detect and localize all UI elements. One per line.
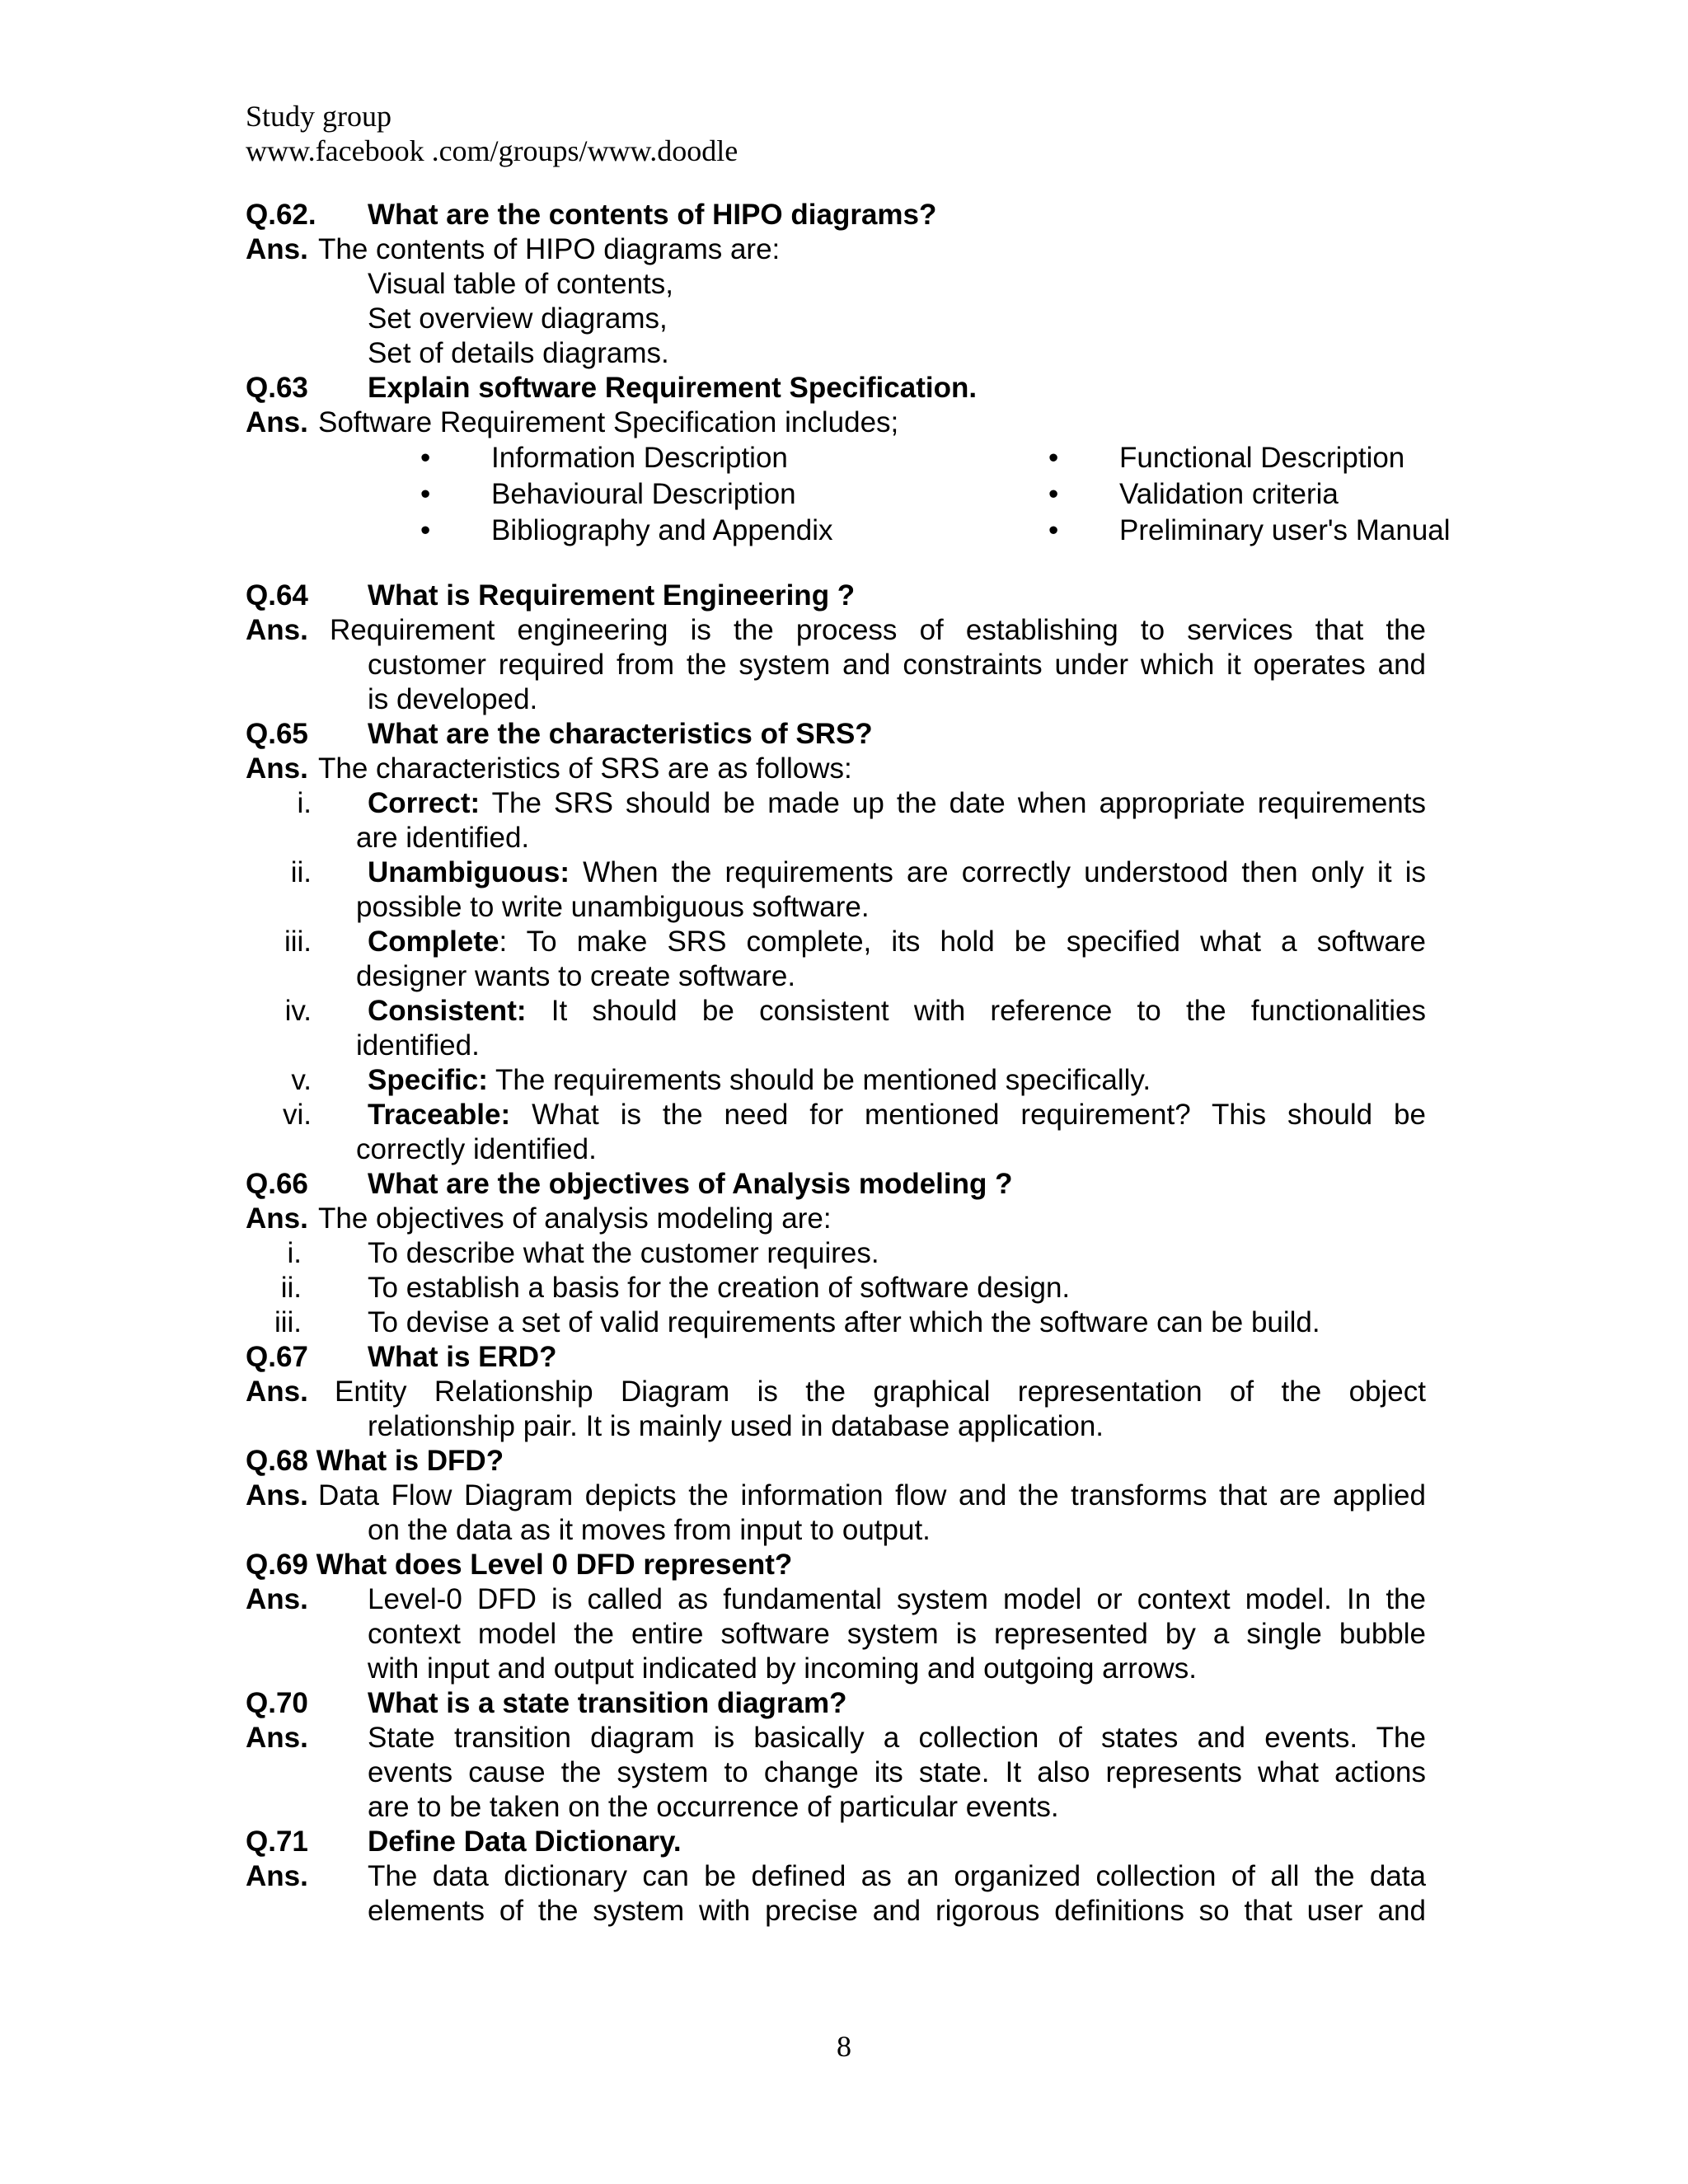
objective-item: [246, 1236, 1426, 1271]
list-item: [246, 267, 1426, 302]
item-numeral: iii.: [284, 926, 312, 958]
item-numeral: vi.: [283, 1099, 312, 1131]
answer-65: [246, 752, 1426, 786]
answer-label: Ans.: [246, 1860, 308, 1892]
answer-text: Requirement engineering is the process of establishing to services that the: [330, 614, 1426, 646]
answer-71: [246, 1859, 1426, 1894]
answer-68: [246, 1479, 1426, 1513]
srs-item: [246, 1098, 1426, 1132]
question-number: Q.70: [246, 1687, 308, 1719]
item-text: To establish a basis for the creation of software design.: [368, 1272, 1071, 1304]
answer-text: on the data as it moves from input to output.: [368, 1514, 931, 1546]
item-term: Unambiguous:: [368, 856, 570, 888]
question-number: Q.63: [246, 372, 308, 404]
item-line: [368, 1098, 1426, 1132]
question-title: Define Data Dictionary.: [368, 1825, 682, 1858]
answer-text: The characteristics of SRS are as follows:: [318, 752, 852, 785]
srs-item: [246, 855, 1426, 890]
question-67: [246, 1340, 1426, 1375]
bullet-text: Validation criteria: [1119, 478, 1339, 510]
bullet-icon: •: [1048, 442, 1059, 474]
bullet-icon: •: [420, 514, 431, 546]
question-68: [246, 1444, 1426, 1479]
item-term: Correct:: [368, 787, 481, 819]
question-65: [246, 717, 1426, 752]
item-text: correctly identified.: [356, 1133, 597, 1165]
bullet-icon: •: [1048, 514, 1059, 546]
qa-content: [246, 198, 1451, 1929]
srs-item: [246, 786, 1426, 821]
page-number: 8: [837, 2030, 851, 2063]
srs-item-cont: [246, 890, 1426, 925]
answer-text: Entity Relationship Diagram is the graphical representation of the object: [335, 1376, 1426, 1408]
item-text: To describe what the customer requires.: [368, 1237, 879, 1269]
question-66: [246, 1167, 1426, 1202]
spacer: [246, 549, 1426, 579]
bullet-text: Bibliography and Appendix: [491, 514, 833, 546]
answer-line: [246, 1790, 1426, 1825]
question-title: Q.68 What is DFD?: [246, 1445, 504, 1477]
list-item-text: Set overview diagrams,: [368, 302, 668, 335]
srs-item: [246, 994, 1426, 1029]
question-number: Q.62.: [246, 199, 316, 231]
srs-item-cont: [246, 1132, 1426, 1167]
question-number: Q.64: [246, 579, 308, 612]
question-title: What is Requirement Engineering ?: [368, 579, 856, 612]
header-group-name: Study group: [246, 100, 392, 133]
answer-text: Data Flow Diagram depicts the information flow and the transforms that are applied: [318, 1479, 1426, 1511]
srs-item: [246, 1063, 1426, 1098]
bullet-icon: •: [420, 478, 431, 510]
question-title: What are the contents of HIPO diagrams?: [368, 199, 937, 231]
item-line: [368, 855, 1426, 890]
answer-line: [246, 648, 1426, 682]
bullet-text: Preliminary user's Manual: [1119, 514, 1451, 546]
srs-item-cont: [246, 1029, 1426, 1063]
srs-item-cont: [246, 959, 1426, 994]
answer-text: events cause the system to change its state. It also represents what actions: [368, 1756, 1426, 1788]
bullet-text: Functional Description: [1119, 442, 1405, 474]
item-line: [368, 994, 1426, 1029]
answer-label: Ans.: [246, 1376, 308, 1408]
bullet-row: [246, 440, 1426, 476]
answer-63: [246, 405, 1426, 440]
question-title: What is a state transition diagram?: [368, 1687, 847, 1719]
item-text: The requirements should be mentioned specifically.: [495, 1064, 1151, 1096]
question-title: What are the objectives of Analysis modeling ?: [368, 1168, 1013, 1200]
question-number: Q.66: [246, 1168, 308, 1200]
answer-text: is developed.: [368, 683, 538, 715]
question-title: What are the characteristics of SRS?: [368, 718, 873, 750]
answer-label: Ans.: [246, 1722, 308, 1754]
answer-label: Ans.: [246, 752, 308, 785]
answer-line: [246, 682, 1426, 717]
answer-text: The objectives of analysis modeling are:: [318, 1202, 832, 1235]
list-item: [246, 302, 1426, 336]
answer-text: with input and output indicated by incoming and outgoing arrows.: [368, 1652, 1197, 1685]
answer-text: customer required from the system and constraints under which it operates and: [368, 649, 1426, 681]
item-term: Complete: [368, 926, 499, 958]
answer-line: [246, 1894, 1426, 1929]
answer-text: State transition diagram is basically a collection of states and events. The: [368, 1722, 1426, 1754]
answer-69: [246, 1582, 1426, 1617]
list-item-text: Visual table of contents,: [368, 268, 673, 300]
question-70: [246, 1686, 1426, 1721]
header-url: www.facebook .com/groups/www.doodle: [246, 134, 738, 167]
item-numeral: iii.: [274, 1306, 302, 1338]
item-line: [368, 1063, 1151, 1098]
item-term: Consistent:: [368, 995, 527, 1027]
bullet-text: Behavioural Description: [491, 478, 796, 510]
bullet-text: Information Description: [491, 442, 788, 474]
question-71: [246, 1825, 1426, 1859]
answer-text: The contents of HIPO diagrams are:: [318, 233, 781, 265]
item-text: designer wants to create software.: [356, 960, 796, 992]
answer-text: are to be taken on the occurrence of particular events.: [368, 1791, 1059, 1823]
answer-text: context model the entire software system is represented by a single bubble: [368, 1618, 1426, 1650]
answer-label: Ans.: [246, 1479, 308, 1511]
question-number: Q.71: [246, 1825, 308, 1858]
question-title: Q.69 What does Level 0 DFD represent?: [246, 1549, 793, 1581]
question-title: Explain software Requirement Specification.: [368, 372, 978, 404]
answer-text: The data dictionary can be defined as an organized collection of all the data: [368, 1860, 1426, 1892]
answer-62: [246, 232, 1426, 267]
answer-text: Level-0 DFD is called as fundamental system model or context model. In the: [368, 1583, 1426, 1615]
answer-line: [246, 1409, 1426, 1444]
answer-label: Ans.: [246, 233, 308, 265]
answer-64: [246, 613, 1426, 648]
answer-70: [246, 1721, 1426, 1755]
bullet-row: [246, 513, 1451, 549]
answer-text: relationship pair. It is mainly used in database application.: [368, 1410, 1104, 1442]
answer-label: Ans.: [246, 1202, 308, 1235]
item-numeral: v.: [291, 1064, 312, 1096]
item-text: : To make SRS complete, its hold be specified what a software: [499, 926, 1426, 958]
page-header: [246, 99, 738, 168]
answer-text: elements of the system with precise and rigorous definitions so that user and: [368, 1895, 1426, 1927]
question-number: Q.65: [246, 718, 308, 750]
item-term: Traceable:: [368, 1099, 511, 1131]
question-64: [246, 579, 1426, 613]
srs-item-cont: [246, 821, 1426, 855]
item-text: identified.: [356, 1029, 480, 1062]
answer-label: Ans.: [246, 614, 308, 646]
answer-66: [246, 1202, 1426, 1236]
list-item: [246, 336, 1426, 371]
question-69: [246, 1548, 1426, 1582]
answer-line: [246, 1617, 1426, 1652]
answer-67: [246, 1375, 1426, 1409]
item-text: What is the need for mentioned requirement? This should be: [532, 1099, 1426, 1131]
item-line: [368, 925, 1426, 959]
answer-line: [246, 1755, 1426, 1790]
bullet-icon: •: [1048, 478, 1059, 510]
question-number: Q.67: [246, 1341, 308, 1373]
item-numeral: ii.: [290, 856, 312, 888]
list-item-text: Set of details diagrams.: [368, 337, 669, 369]
item-text: When the requirements are correctly understood then only it is: [583, 856, 1426, 888]
item-text: It should be consistent with reference to the functionalities: [551, 995, 1426, 1027]
item-numeral: i.: [297, 787, 312, 819]
item-numeral: ii.: [280, 1272, 302, 1304]
question-63: [246, 371, 1426, 405]
answer-text: Software Requirement Specification includes;: [318, 406, 899, 438]
item-numeral: iv.: [284, 995, 312, 1027]
bullet-icon: •: [420, 442, 431, 474]
item-text: possible to write unambiguous software.: [356, 891, 870, 923]
srs-item: [246, 925, 1426, 959]
item-line: [368, 786, 1426, 821]
item-numeral: i.: [287, 1237, 302, 1269]
answer-line: [246, 1652, 1426, 1686]
bullet-row: [246, 476, 1426, 513]
item-text: are identified.: [356, 822, 530, 854]
answer-label: Ans.: [246, 1583, 308, 1615]
question-title: What is ERD?: [368, 1341, 557, 1373]
item-term: Specific:: [368, 1064, 488, 1096]
item-text: The SRS should be made up the date when appropriate requirements: [491, 787, 1426, 819]
objective-item: [246, 1305, 1426, 1340]
item-text: To devise a set of valid requirements after which the software can be build.: [368, 1306, 1320, 1338]
question-62: [246, 198, 1426, 232]
answer-label: Ans.: [246, 406, 308, 438]
answer-line: [246, 1513, 1426, 1548]
objective-item: [246, 1271, 1426, 1305]
